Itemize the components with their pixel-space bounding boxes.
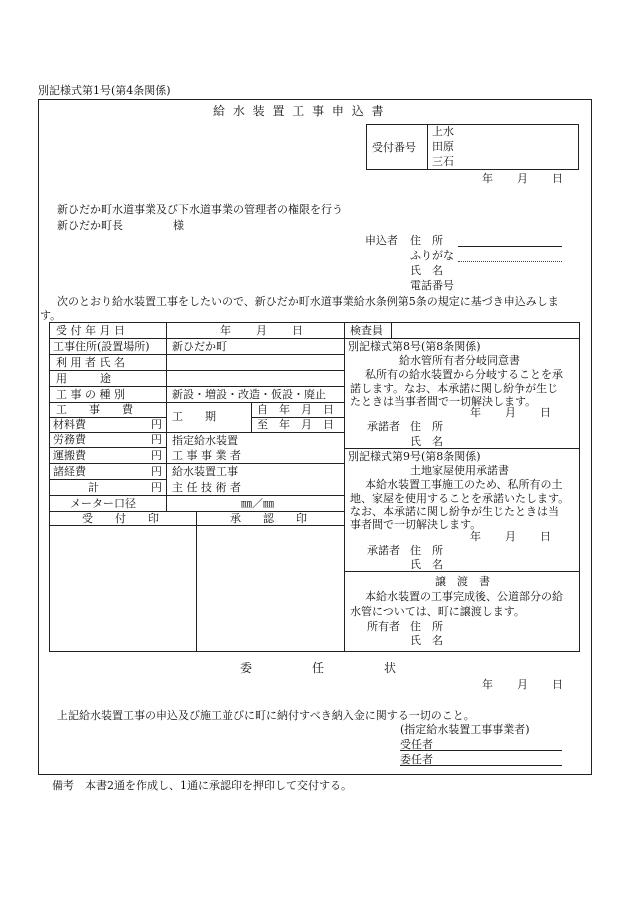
label-work-type: 工 事 の 種 別 [56,388,125,401]
label-user-name: 利 用 者 氏 名 [56,356,125,369]
period-from: 自 年 月 日 [257,403,334,416]
form-caption: 別記様式第1号(第4条関係) [38,84,171,97]
addressee-sama: 様 [173,219,184,232]
transfer-body-2: 水管については、町に譲渡します。 [350,605,525,618]
applicant-address-label: 住 所 [410,234,443,247]
delegee-label: 受任者 [400,738,433,751]
consent9-caption: 別記様式第9号(第8条関係) [348,450,481,463]
consent8-caption: 別記様式第8号(第8条関係) [348,340,481,353]
unit-total-cost: 円 [151,481,162,494]
label-engineer-2: 主 任 技 術 者 [172,481,241,494]
applicant-label: 申込者 [365,234,398,247]
unit-material-cost: 円 [151,418,162,431]
label-inspector: 検査員 [350,324,383,337]
applicant-furigana-field[interactable] [458,261,562,262]
office-tahara: 田原 [432,140,454,153]
addressee-line2: 新ひだか町長 [57,219,123,232]
label-engineer-1: 給水装置工事 [172,465,238,478]
intro-line2: す。 [40,309,62,322]
label-work-period: 工 期 [172,410,216,423]
consent8-day: 日 [540,406,551,419]
label-approval-seal: 承 認 印 [230,512,307,525]
form-title: 給 水 装 置 工 事 申 込 書 [213,104,386,118]
transfer-body-1: 本給水装置の工事完成後、公道部分の給 [365,590,563,603]
receipt-number-label: 受付番号 [372,141,416,154]
delegation-year: 年 [482,678,493,691]
work-type-options[interactable]: 新設・増設・改造・仮設・廃止 [172,388,326,401]
label-total-cost: 計 [88,481,99,494]
consent9-year: 年 [470,530,481,543]
label-usage: 用 途 [56,372,111,385]
consent8-address-label: 住 所 [410,420,443,433]
consent8-month: 月 [505,406,516,419]
delegation-body: 上記給水装置工事の申込及び施工並びに町に納付すべき納入金に関する一切のこと。 [57,709,475,722]
delegator-label: 委任者 [400,753,433,766]
transfer-title: 譲 渡 書 [435,575,490,588]
consent9-title: 土地家屋使用承諾書 [410,464,509,477]
label-work-cost: 工 事 費 [56,403,133,416]
unit-misc-cost: 円 [151,465,162,478]
delegator-field[interactable] [400,765,562,766]
unit-transport-cost: 円 [151,449,162,462]
intro-line1: 次のとおり給水装置工事をしたいので、新ひだか町水道事業給水条例第5条の規定に基づき申込みしま [57,295,559,308]
consent9-body-4: 事者間で一切解決します。 [350,518,482,531]
meter-unit: ㎜／㎜ [241,497,274,510]
applicant-phone-label: 電話番号 [410,279,454,292]
consent9-signer-label: 承諾者 [367,544,400,557]
label-transport-cost: 運搬費 [53,449,86,462]
office-mitsuishi: 三石 [432,155,454,168]
date-year: 年 [482,172,493,185]
consent9-body-1: 本給水装置工事施工のため、私所有の土 [365,478,563,491]
label-material-cost: 材料費 [53,418,86,431]
label-contractor-1: 指定給水装置 [172,434,238,447]
consent8-body-1: 私所有の給水装置から分岐することを承 [365,368,563,381]
received-month: 月 [256,324,267,337]
received-day: 日 [292,324,303,337]
date-month: 月 [517,172,528,185]
date-day: 日 [552,172,563,185]
label-receipt-seal: 受 付 印 [82,512,159,525]
period-to: 至 年 月 日 [257,418,334,431]
transfer-name-label: 氏 名 [410,634,443,647]
delegee-field[interactable] [400,750,562,751]
applicant-address-field[interactable] [458,246,562,247]
addressee-line1: 新ひだか町水道事業及び下水道事業の管理者の権限を行う [57,203,343,216]
received-year: 年 [220,324,231,337]
applicant-name-label: 氏 名 [410,264,443,277]
label-contractor-2: 工 事 事 業 者 [172,449,241,462]
label-meter-diameter: メーター口径 [70,497,136,510]
transfer-address-label: 住 所 [410,620,443,633]
consent9-month: 月 [505,530,516,543]
consent9-body-3: なお、本承諾に関し紛争が生じたときは当 [350,505,559,518]
label-work-address: 工事住所(設置場所) [53,340,150,353]
label-received-date: 受 付 年 月 日 [56,324,125,337]
consent8-year: 年 [470,406,481,419]
label-misc-cost: 諸経費 [53,465,86,478]
delegation-day: 日 [552,678,563,691]
applicant-furigana-label: ふりがな [410,249,454,262]
consent9-day: 日 [540,530,551,543]
consent8-name-label: 氏 名 [410,435,443,448]
consent8-signer-label: 承諾者 [367,420,400,433]
work-address-value[interactable]: 新ひだか町 [172,340,227,353]
transfer-signer-label: 所有者 [367,620,400,633]
delegation-contractor-label: (指定給水装置工事事業者) [400,723,530,736]
consent8-body-2: 諾します。なお、本承諾に関し紛争が生じ [350,382,559,395]
unit-labor-cost: 円 [151,433,162,446]
consent8-body-3: たときは当事者間で一切解決します。 [350,395,537,408]
office-jousui: 上水 [432,125,454,138]
consent9-name-label: 氏 名 [410,558,443,571]
consent8-title: 給水管所有者分岐同意書 [399,354,520,367]
consent9-body-2: 地、家屋を使用することを承諾いたします。 [350,492,570,505]
remarks: 備考 本書2通を作成し、1通に承認印を押印して交付する。 [52,779,352,792]
label-labor-cost: 労務費 [53,433,86,446]
consent9-address-label: 住 所 [410,544,443,557]
delegation-title: 委 任 状 [240,661,397,675]
delegation-month: 月 [517,678,528,691]
